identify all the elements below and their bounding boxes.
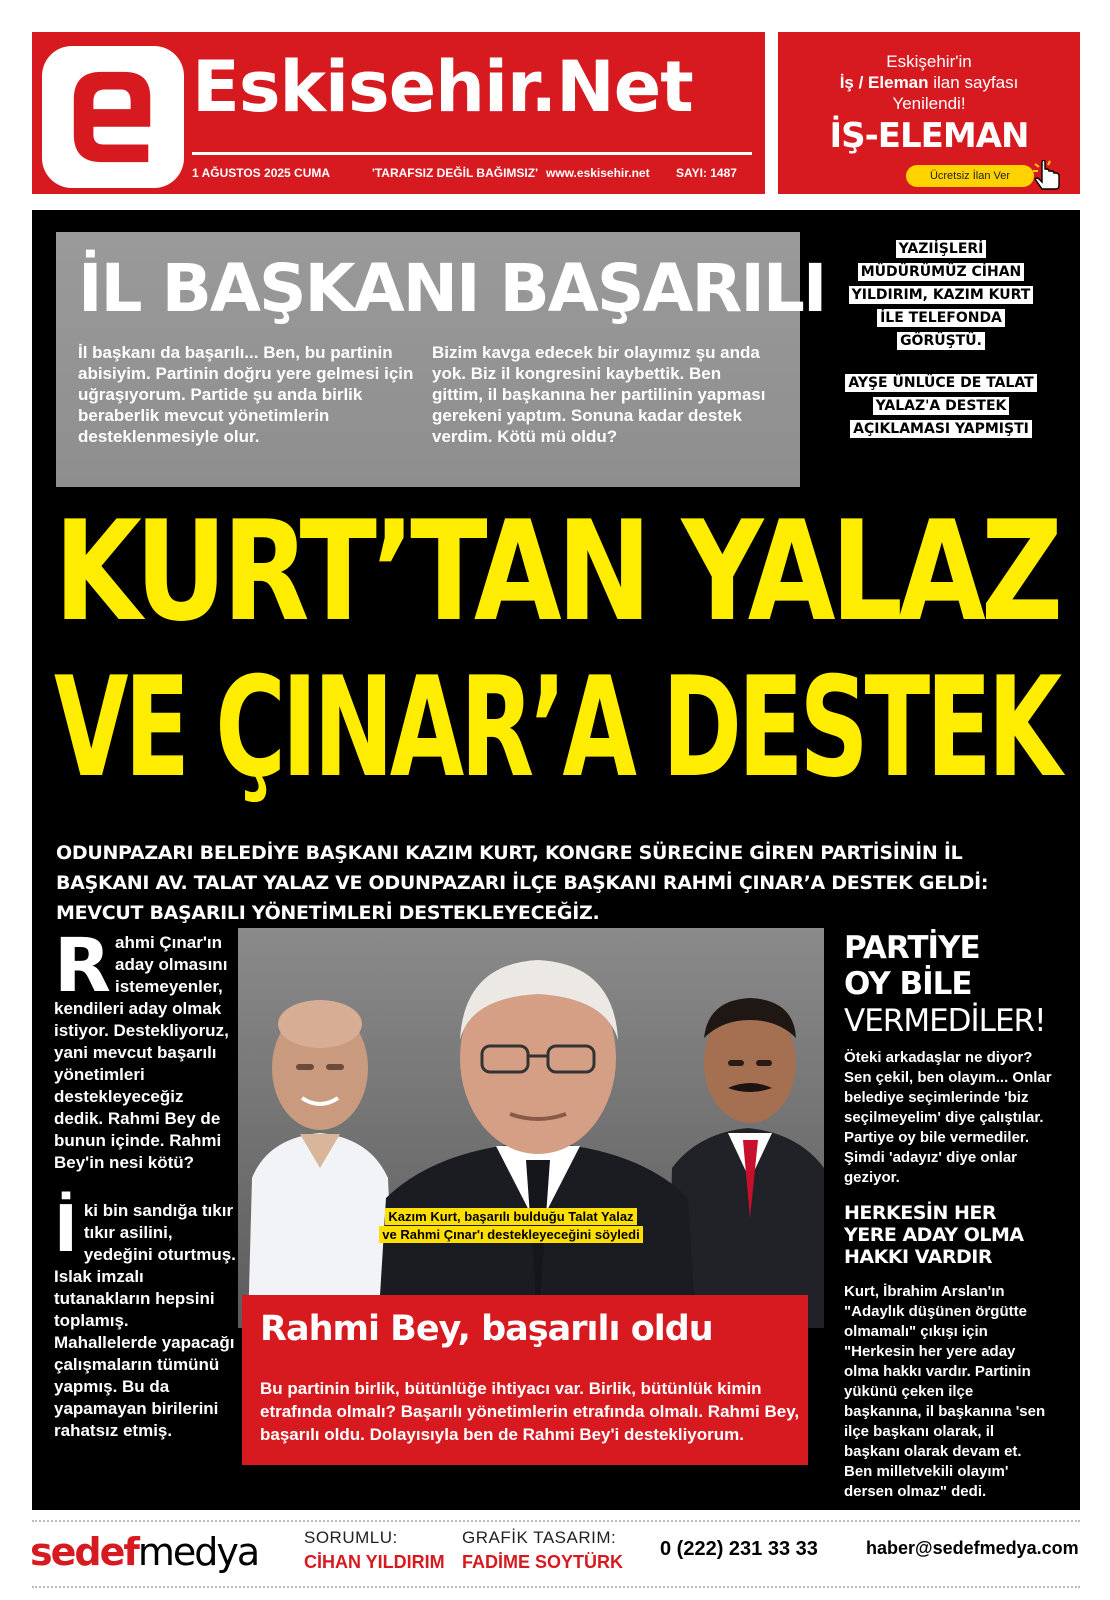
right-column-text-1: Öteki arkadaşlar ne diyor? Sen çekil, ben olayım... Onlar belediye seçimlerinde 'biz seçilmeyelim' diye çalıştılar. Partiye oy bile vermediler. Şimdi 'adayız' diye onlar geziyor.: [844, 1049, 1052, 1186]
left-column-para-2: [54, 1193, 236, 1442]
red-box-text: Bu partinin birlik, bütünlüğe ihtiyacı var. Birlik, bütünlük kimin etrafında olmalı? Başarılı yönetimlerin etrafında olmalı. Rahmi Bey, başarılı oldu. Dolayısıyla ben de Rahmi Bey'i destekliyorum.: [260, 1379, 800, 1444]
right-column-top: [844, 930, 1054, 1502]
front-page: [32, 210, 1080, 1510]
ad-line-3: Yenilendi!: [892, 94, 966, 113]
headline-line-1: KURT’TAN YALAZ: [54, 491, 1059, 652]
issue-number: SAYI: 1487: [676, 166, 737, 180]
photo-caption-line-2: ve Rahmi Çınar'ı destekleyeceğini söyledi: [379, 1226, 642, 1243]
footer-bottom-rule: [32, 1586, 1080, 1588]
ad-title: İŞ-ELEMAN: [829, 116, 1029, 156]
drop-cap-r: R: [54, 923, 111, 1009]
design-name: FADİME SOYTÜRK: [462, 1552, 624, 1572]
ad-line-2: [778, 73, 1080, 93]
right-column-subtitle: HERKESİN HER YERE ADAY OLMA HAKKI VARDIR: [844, 1202, 1024, 1268]
motto: 'TARAFSIZ DEĞİL BAĞIMSIZ': [372, 166, 538, 180]
grey-quote-box: [56, 232, 826, 487]
brand-red-part: sedef: [30, 1530, 138, 1574]
headline-line-2: VE ÇINAR’A DESTEK: [54, 647, 1059, 808]
side-note-unluce-text: AYŞE ÜNLÜCE DE TALAT YALAZ'A DESTEK AÇIKLAMASI YAPMIŞTI: [845, 374, 1036, 438]
sedef-medya-logo[interactable]: [30, 1530, 258, 1574]
brand-black-part: medya: [137, 1530, 259, 1574]
responsible-name: CİHAN YILDIRIM: [304, 1552, 445, 1572]
side-note-editor-text: YAZIİŞLERİ MÜDÜRÜMÜZ CİHAN YILDIRIM, KAZIM KURT İLE TELEFONDA GÖRÜŞTÜ.: [849, 240, 1034, 350]
photo-caption: [346, 1208, 676, 1244]
right-column-title-1: PARTİYE: [844, 930, 980, 966]
masthead-rule: [192, 152, 752, 155]
site-name: Eskisehir.Net: [192, 46, 693, 128]
site-url[interactable]: www.eskisehir.net: [546, 166, 650, 180]
grey-box-column-2: Bizim kavga edecek bir olayımız şu anda yok. Biz il kongresini kaybettik. Ben gittim, il başkanına her partilinin yapması gerekeni yaptım. Sonuna kadar destek verdim. Kötü mü oldu?: [432, 343, 766, 446]
drop-cap-i: İ: [54, 1193, 78, 1267]
eskisehir-e-logo-icon: [64, 68, 162, 166]
responsible-label: SORUMLU:: [304, 1528, 398, 1547]
photo-illustration: [238, 928, 824, 1328]
left-column-para-1: [54, 923, 236, 1174]
job-ad-banner[interactable]: [778, 32, 1080, 194]
phone-number[interactable]: 0 (222) 231 33 33: [660, 1538, 818, 1560]
subheadline: ODUNPAZARI BELEDİYE BAŞKANI KAZIM KURT, KONGRE SÜRECİNE GİREN PARTİSİNİN İL BAŞKANI AV. TALAT YALAZ VE ODUNPAZARI İLÇE BAŞKANI RAHMİ ÇINAR’A DESTEK GELDİ: MEVCUT BAŞARILI YÖNETİMLERİ DESTEKLEYECEĞİZ.: [56, 842, 989, 924]
red-quote-box: [242, 1295, 808, 1465]
design-label: GRAFİK TASARIM:: [462, 1528, 617, 1547]
ad-line-1: Eskişehir'in: [886, 52, 972, 71]
politicians-photo: [238, 928, 824, 1328]
hand-cursor-icon: [1030, 160, 1064, 192]
free-listing-button[interactable]: Ücretsiz İlan Ver: [906, 165, 1034, 187]
side-note-editor: [842, 238, 1040, 353]
masthead: [32, 32, 765, 194]
grey-box-column-1: İl başkanı da başarılı... Ben, bu partinin abisiyim. Partinin doğru yere gelmesi için uğraşıyorum. Partide şu anda birlik beraberlik mevcut yönetimlerin desteklenmesiyle olur.: [78, 343, 414, 446]
ad-line-2-bold: İş / Eleman: [839, 73, 929, 92]
left-column-para-1-text: ahmi Çınar'ın aday olmasını istemeyenler, kendileri aday olmak istiyor. Destekliyoruz, yani mevcut başarılı yönetimleri destekleyeceğiz dedik. Rahmi Bey de bunun içinde. Rahmi Bey'in nesi kötü?: [54, 933, 229, 1172]
left-column-para-2-text: ki bin sandığa tıkır tıkır asilini, yedeğini oturtmuş. Islak imzalı tutanakların hepsini toplamış. Mahallelerde yapacağı çalışmaların tümünü yapmış. Bu da yapamayan birilerini rahatsız etmiş.: [54, 1201, 236, 1440]
footer-top-rule: [32, 1520, 1080, 1522]
grey-box-title: İL BAŞKANI BAŞARILI: [78, 250, 826, 327]
photo-caption-line-1: Kazım Kurt, başarılı bulduğu Talat Yalaz: [385, 1208, 636, 1225]
red-box-title: Rahmi Bey, başarılı oldu: [260, 1309, 713, 1349]
site-logo[interactable]: [42, 46, 184, 188]
ad-line-2-rest: ilan sayfası: [928, 73, 1019, 92]
email-address[interactable]: haber@sedefmedya.com: [866, 1538, 1079, 1558]
right-column-text-2: Kurt, İbrahim Arslan'ın "Adaylık düşünen örgütte olmamalı" çıkışı için "Herkesin her yere aday olma hakkı vardır. Partinin yükünü çeken ilçe başkanına, il başkanına 'sen ilçe başkanı olarak, il başkanı olarak devam et. Ben milletvekili olayım' dersen olmaz" dedi.: [844, 1283, 1046, 1500]
issue-date: 1 AĞUSTOS 2025 CUMA: [192, 166, 331, 180]
right-column-title-thin: VERMEDİLER!: [844, 1003, 1046, 1039]
side-note-unluce: [842, 372, 1040, 441]
right-column-title-2: OY BİLE: [844, 966, 972, 1002]
